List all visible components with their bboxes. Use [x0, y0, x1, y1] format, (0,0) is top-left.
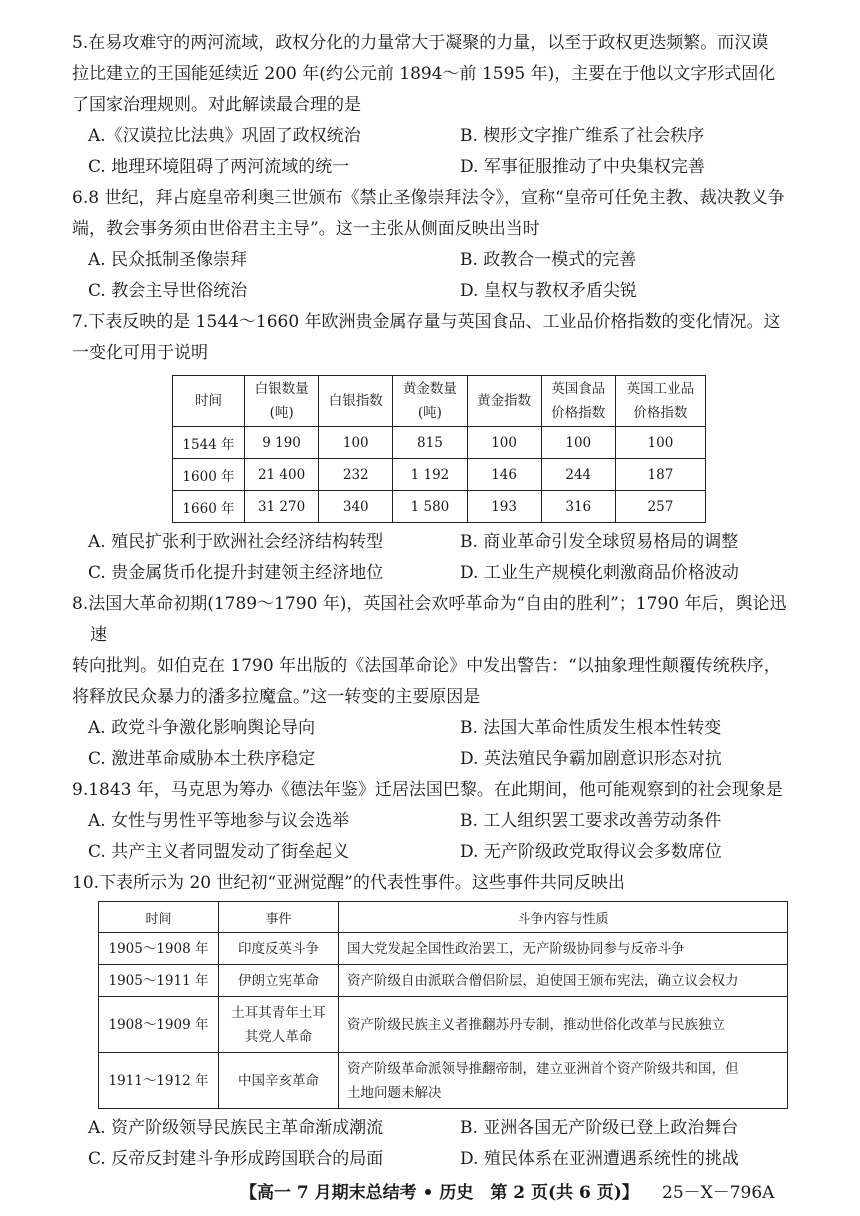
options [72, 1113, 796, 1175]
option-d[interactable]: D. 军事征服推动了中央集权完善 [460, 157, 705, 177]
options [72, 713, 796, 775]
table-header: 英国工业品 价格指数 [615, 376, 705, 427]
question-7 [72, 307, 796, 589]
table-cell: 1660 年 [173, 491, 245, 523]
asian-awakening-table [98, 901, 788, 1109]
table-cell: 国大党发起全国性政治罢工，无产阶级协同参与反帝斗争 [339, 933, 788, 965]
table-cell: 340 [319, 491, 393, 523]
table-cell: 232 [319, 459, 393, 491]
table-cell: 1 192 [393, 459, 467, 491]
option-d[interactable]: D. 英法殖民争霸加剧意识形态对抗 [460, 749, 722, 769]
option-a[interactable]: A. 资产阶级领导民族民主革命渐成潮流 [88, 1118, 384, 1138]
table-cell: 100 [319, 427, 393, 459]
table-cell: 1 580 [393, 491, 467, 523]
option-c[interactable]: C. 激进革命威胁本土秩序稳定 [88, 749, 316, 769]
option-a[interactable]: A. 殖民扩张利于欧洲社会经济结构转型 [88, 532, 384, 552]
table-cell: 9 190 [245, 427, 319, 459]
question-stem: 7.下表反映的是 1544～1660 年欧洲贵金属存量与英国食品、工业品价格指数的变化情况。这 一变化可用于说明 [72, 312, 781, 363]
table-row [99, 1053, 788, 1109]
precious-metal-price-table [172, 375, 706, 523]
table-cell: 资产阶级革命派领导推翻帝制，建立亚洲首个资产阶级共和国，但 土地问题未解决 [339, 1053, 788, 1109]
table-cell: 资产阶级自由派联合僧侣阶层，迫使国王颁布宪法，确立议会权力 [339, 965, 788, 997]
table-row [99, 997, 788, 1053]
option-c[interactable]: C. 共产主义者同盟发动了街垒起义 [88, 842, 350, 862]
table-cell: 1908～1909 年 [99, 997, 219, 1053]
table-cell: 815 [393, 427, 467, 459]
table-header-row [173, 376, 706, 427]
table-header: 斗争内容与性质 [339, 902, 788, 933]
option-d[interactable]: D. 殖民体系在亚洲遭遇系统性的挑战 [460, 1149, 739, 1169]
table-row [173, 491, 706, 523]
question-6 [72, 183, 796, 307]
table-header: 英国食品 价格指数 [541, 376, 615, 427]
footer-exam-code: 25－X－796A [662, 1183, 775, 1203]
option-b[interactable]: B. 法国大革命性质发生根本性转变 [460, 718, 722, 738]
table-header: 时间 [173, 376, 245, 427]
table-cell: 316 [541, 491, 615, 523]
table-cell: 资产阶级民族主义者推翻苏丹专制，推动世俗化改革与民族独立 [339, 997, 788, 1053]
table-cell: 伊朗立宪革命 [219, 965, 339, 997]
table-cell: 21 400 [245, 459, 319, 491]
table-cell: 100 [615, 427, 705, 459]
table-header: 事件 [219, 902, 339, 933]
question-stem: 6.8 世纪，拜占庭皇帝利奥三世颁布《禁止圣像崇拜法令》，宣称“皇帝可任免主教、裁决教义争 端，教会事务须由世俗君主主导”。这一主张从侧面反映出当时 [72, 188, 785, 239]
table-cell: 1905～1911 年 [99, 965, 219, 997]
option-b[interactable]: B. 商业革命引发全球贸易格局的调整 [460, 532, 739, 552]
table-cell: 印度反英斗争 [219, 933, 339, 965]
table-cell: 1600 年 [173, 459, 245, 491]
options [72, 806, 796, 868]
table-row [99, 965, 788, 997]
question-stem: 5.在易攻难守的两河流域，政权分化的力量常大于凝聚的力量，以至于政权更迭频繁。而汉谟 拉比建立的王国能延续近 200 年(约公元前 1894～前 1595 年)，主要在于他以文字形式固化 了国家治理规则。对此解读最合理的是 [72, 33, 776, 115]
option-b[interactable]: B. 楔形文字推广维系了社会秩序 [460, 126, 705, 146]
table-row [173, 427, 706, 459]
table-cell: 1905～1908 年 [99, 933, 219, 965]
table-cell: 土耳其青年土耳 其党人革命 [219, 997, 339, 1053]
question-9 [72, 775, 796, 868]
option-d[interactable]: D. 无产阶级政党取得议会多数席位 [460, 842, 722, 862]
option-c[interactable]: C. 贵金属货币化提升封建领主经济地位 [88, 563, 384, 583]
option-c[interactable]: C. 反帝反封建斗争形成跨国联合的局面 [88, 1149, 384, 1169]
option-b[interactable]: B. 工人组织罢工要求改善劳动条件 [460, 811, 722, 831]
table-cell: 193 [467, 491, 541, 523]
table-cell: 100 [467, 427, 541, 459]
options [72, 527, 796, 589]
table-cell: 1544 年 [173, 427, 245, 459]
table-cell: 146 [467, 459, 541, 491]
table-header-row [99, 902, 788, 933]
table-row [99, 933, 788, 965]
table-cell: 31 270 [245, 491, 319, 523]
option-a[interactable]: A.《汉谟拉比法典》巩固了政权统治 [88, 126, 361, 146]
question-stem: 9.1843 年，马克思为筹办《德法年鉴》迁居法国巴黎。在此期间，他可能观察到的社会现象是 [72, 780, 783, 800]
question-8 [72, 589, 796, 775]
table-header: 黄金指数 [467, 376, 541, 427]
page-content [72, 28, 796, 1175]
option-c[interactable]: C. 教会主导世俗统治 [88, 281, 248, 301]
option-b[interactable]: B. 亚洲各国无产阶级已登上政治舞台 [460, 1118, 739, 1138]
footer-page-info: 【高一 7 月期末总结考 • 历史 第 2 页(共 6 页)】 [240, 1183, 639, 1203]
table-header: 时间 [99, 902, 219, 933]
question-stem: 8.法国大革命初期(1789～1790 年)，英国社会欢呼革命为“自由的胜利”；1790 年后，舆论迅速 转向批判。如伯克在 1790 年出版的《法国革命论》中发出警告：“以抽象理性颠覆传统秩序， 将释放民众暴力的潘多拉魔盒。”这一转变的主要原因是 [72, 594, 787, 707]
table-header: 白银数量 (吨) [245, 376, 319, 427]
option-a[interactable]: A. 民众抵制圣像崇拜 [88, 250, 248, 270]
options [72, 121, 796, 183]
option-c[interactable]: C. 地理环境阻碍了两河流域的统一 [88, 157, 350, 177]
question-5 [72, 28, 796, 183]
table-cell: 187 [615, 459, 705, 491]
option-b[interactable]: B. 政教合一模式的完善 [460, 250, 637, 270]
question-10 [72, 868, 796, 1175]
options [72, 245, 796, 307]
option-d[interactable]: D. 工业生产规模化刺激商品价格波动 [460, 563, 739, 583]
option-d[interactable]: D. 皇权与教权矛盾尖锐 [460, 281, 637, 301]
option-a[interactable]: A. 政党斗争激化影响舆论导向 [88, 718, 316, 738]
table-cell: 100 [541, 427, 615, 459]
table-cell: 1911～1912 年 [99, 1053, 219, 1109]
question-stem: 10.下表所示为 20 世纪初“亚洲觉醒”的代表性事件。这些事件共同反映出 [72, 873, 625, 893]
table-cell: 中国辛亥革命 [219, 1053, 339, 1109]
table-row [173, 459, 706, 491]
table-header: 白银指数 [319, 376, 393, 427]
option-a[interactable]: A. 女性与男性平等地参与议会选举 [88, 811, 350, 831]
table-cell: 244 [541, 459, 615, 491]
table-header: 黄金数量 (吨) [393, 376, 467, 427]
table-cell: 257 [615, 491, 705, 523]
